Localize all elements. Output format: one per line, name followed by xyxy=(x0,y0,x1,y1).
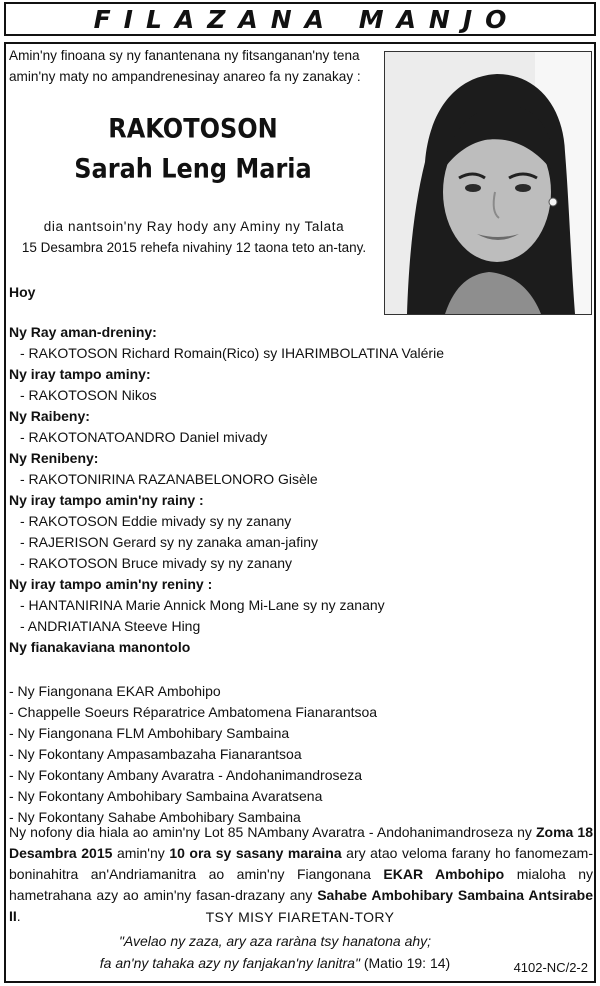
funeral-text-2: amin'ny xyxy=(112,845,170,861)
church-list-item: - Ny Fiangonana EKAR Ambohipo xyxy=(9,683,221,699)
family-member: - RAKOTONATOANDRO Daniel mivady xyxy=(20,429,268,445)
church-list xyxy=(9,681,589,828)
bible-quote-line-2 xyxy=(40,955,510,971)
family-member: - HANTANIRINA Marie Annick Mong Mi-Lane sy ny zanany xyxy=(20,597,385,613)
family-group-heading: Ny Raibeny: xyxy=(9,408,90,424)
family-group-heading: Ny iray tampo amin'ny reniny : xyxy=(9,576,213,592)
reference-code: 4102-NC/2-2 xyxy=(513,960,588,975)
burial-place: Sahabe Ambohibary Sambaina Antsirabe II xyxy=(9,887,593,924)
church-list-item: - Ny Fokontany Ampasambazaha Fianarantsoa xyxy=(9,746,302,762)
family-member: - RAKOTOSON Bruce mivady sy ny zanany xyxy=(20,555,293,571)
family-member: - RAKOTOSON Richard Romain(Rico) sy IHARIMBOLATINA Valérie xyxy=(20,345,444,361)
no-flowers-note: TSY MISY FIARETAN-TORY xyxy=(205,909,395,925)
intro-line-1: Amin'ny finoana sy ny fanantenana ny fitsanganan'ny tena xyxy=(9,48,360,63)
family-list xyxy=(9,322,589,658)
church-list-item: - Ny Fokontany Sahabe Ambohibary Sambaina xyxy=(9,809,301,825)
bible-quote-text: fa an'ny tahaka azy ny fanjakan'ny lanitra" xyxy=(99,955,360,971)
family-member: - RAKOTONIRINA RAZANABELONORO Gisèle xyxy=(20,471,318,487)
family-member: - RAJERISON Gerard sy ny zanaka aman-jafiny xyxy=(20,534,318,550)
deceased-given-names: Sarah Leng Maria xyxy=(74,153,312,185)
funeral-text-1: Ny nofony dia hiala ao amin'ny Lot 85 NAmbany Avaratra - Andohanimandroseza ny xyxy=(9,824,536,840)
church-list-item: - Ny Fokontany Ambohibary Sambaina Avaratsena xyxy=(9,788,323,804)
family-group-heading: Ny iray tampo aminy: xyxy=(9,366,151,382)
intro-line-2: amin'ny maty no ampandrenesinay anareo fa ny zanakay : xyxy=(9,69,361,84)
funeral-text-3: ary atao veloma farany ho fanomezam-boninahitra an'Andriamanitra ao amin'ny Fiangonana xyxy=(9,845,593,882)
death-announcement-line-2: 15 Desambra 2015 rehefa nivahiny 12 taona teto an-tany. xyxy=(21,240,367,255)
family-member: - ANDRIATIANA Steeve Hing xyxy=(20,618,201,634)
family-member: - RAKOTOSON Nikos xyxy=(20,387,157,403)
portrait-photo xyxy=(384,51,592,315)
death-announcement-line-1: dia nantsoin'ny Ray hody any Aminy ny Talata xyxy=(43,219,345,234)
family-member: - RAKOTOSON Eddie mivady sy ny zanany xyxy=(20,513,292,529)
funeral-time: 10 ora sy sasany maraina xyxy=(169,845,342,861)
funeral-text-5: . xyxy=(16,908,21,924)
bible-quote-line-1: "Avelao ny zaza, ary aza raràna tsy hanatona ahy; xyxy=(118,933,432,949)
funeral-date: Zoma 18 Desambra 2015 xyxy=(9,824,593,861)
church-list-item: - Chappelle Soeurs Réparatrice Ambatomena Fianarantsoa xyxy=(9,704,378,720)
notice-header xyxy=(4,2,596,36)
page-title: FILAZANA MANJO xyxy=(93,4,520,34)
greeting: Hoy xyxy=(9,284,36,300)
funeral-church: EKAR Ambohipo xyxy=(383,866,505,882)
family-group-heading: Ny fianakaviana manontolo xyxy=(9,639,191,655)
family-group-heading: Ny Renibeny: xyxy=(9,450,99,466)
intro-text xyxy=(9,45,381,87)
bible-quote-reference: (Matio 19: 14) xyxy=(359,955,451,971)
family-group-heading: Ny Ray aman-dreniny: xyxy=(9,324,157,340)
deceased-surname: RAKOTOSON xyxy=(108,113,278,145)
family-group-heading: Ny iray tampo amin'ny rainy : xyxy=(9,492,204,508)
church-list-item: - Ny Fokontany Ambany Avaratra - Andohanimandroseza xyxy=(9,767,363,783)
funeral-text-4: mialoha ny hametrahana azy ao amin'ny fasan-drazany any xyxy=(9,866,594,903)
church-list-item: - Ny Fiangonana FLM Ambohibary Sambaina xyxy=(9,725,290,741)
